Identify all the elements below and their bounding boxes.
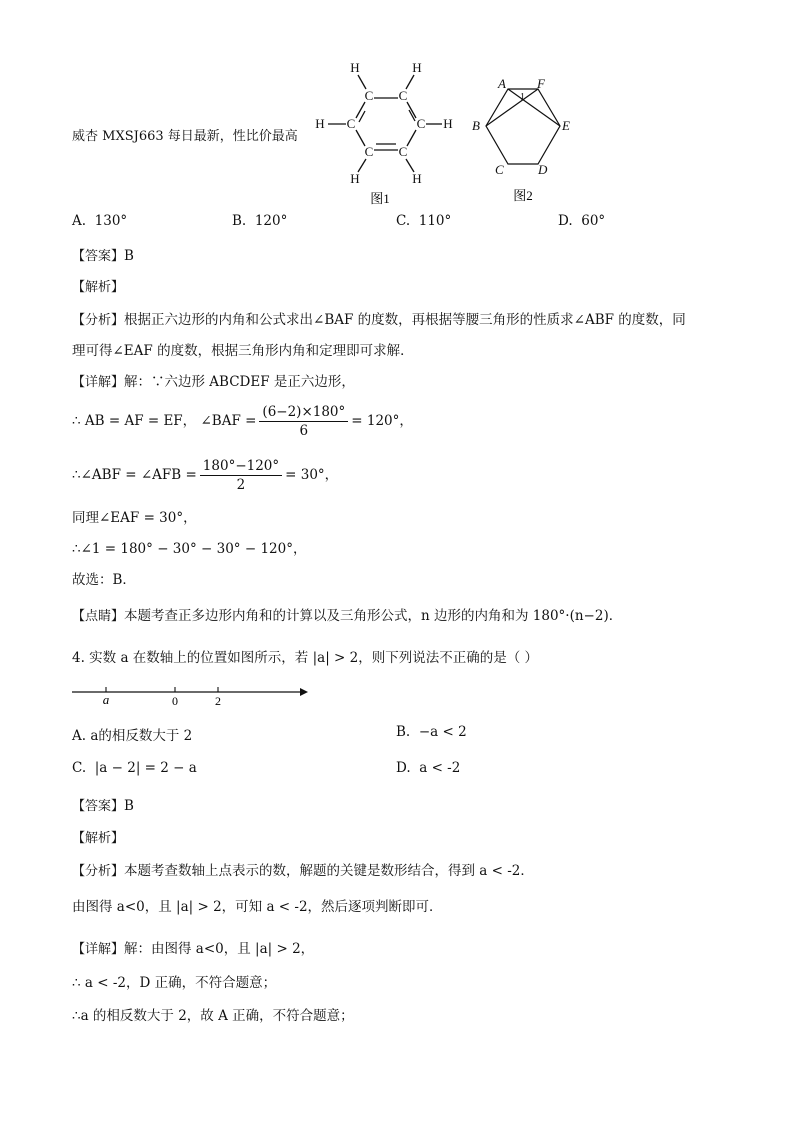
header-note: 威杏 MXSJ663 每日最新，性比价最高 — [72, 129, 298, 144]
q4-detail-line1: 【详解】解：由图得 a<0，且 |a| > 2， — [72, 941, 315, 957]
q3-analysis-tag: 【解析】 — [72, 280, 125, 295]
label-d: D — [538, 162, 548, 177]
atom-c: C — [416, 116, 426, 131]
q4-detail-line3: ∴a 的相反数大于 2，故 A 正确，不符合题意； — [72, 1008, 354, 1024]
label-f: F — [537, 76, 545, 91]
atom-c: C — [364, 88, 374, 103]
q4-fenxi: 【分析】本题考查数轴上点表示的数，解题的关键是数形结合，得到 a < -2． — [72, 863, 534, 879]
numberline-two: 2 — [215, 694, 221, 708]
atom-c: C — [364, 144, 374, 159]
label-b: B — [472, 118, 480, 133]
q3-option-c: C. 110° — [396, 213, 452, 229]
q3-equation-3: 同理∠EAF = 30°， — [72, 510, 197, 526]
q3-fenxi-line2: 理可得∠EAF 的度数，根据三角形内角和定理即可求解． — [72, 343, 414, 359]
q3-equation-2: ∴∠ABF = ∠AFB = $\frac{180^\circ-120^\circ}{2}$ = 30°， — [72, 458, 339, 493]
label-c: C — [495, 162, 504, 177]
q4-number-line — [68, 680, 313, 710]
figure2-hexagon — [468, 74, 578, 206]
q3-option-d: D. 60° — [558, 213, 606, 229]
atom-h: H — [350, 60, 360, 75]
q4-stem: 4. 实数 a 在数轴上的位置如图所示，若 |a| > 2，则下列说法不正确的是（ ） — [72, 650, 539, 666]
q4-answer: 【答案】B — [72, 798, 134, 814]
numberline-zero: 0 — [172, 694, 178, 708]
atom-h: H — [412, 171, 422, 186]
q3-detail-line1: 【详解】解：∵六边形 ABCDEF 是正六边形， — [72, 374, 355, 390]
numberline-a: a — [102, 692, 110, 707]
atom-h: H — [443, 116, 453, 131]
label-a: A — [498, 76, 506, 91]
q3-equation-1: ∴ AB = AF = EF， ∠BAF = $\frac{(6-2)\times 180^\circ}{6}$ = 120°， — [72, 404, 413, 439]
figure1-benzene — [308, 58, 460, 208]
figure1-caption: 图1 — [370, 191, 390, 206]
q4-line2: 由图得 a<0，且 |a| > 2，可知 a < -2，然后逐项判断即可． — [72, 899, 443, 915]
q3-option-a: A. 130° — [72, 213, 128, 229]
atom-h: H — [315, 116, 325, 131]
label-e: E — [562, 118, 570, 133]
atom-h: H — [350, 171, 360, 186]
q3-equation-4: ∴∠1 = 180° − 30° − 30° − 120°， — [72, 541, 307, 557]
q4-option-d: D. a < -2 — [396, 760, 461, 776]
q3-dianjing: 【点睛】本题考查正多边形内角和的计算以及三角形公式，n 边形的内角和为 180°·(n−2)． — [72, 608, 623, 624]
q3-fenxi-line1: 【分析】根据正六边形的内角和公式求出∠BAF 的度数，再根据等腰三角形的性质求∠ABF 的度数，同 — [72, 312, 686, 328]
q4-analysis-tag: 【解析】 — [72, 831, 125, 846]
label-angle-1: 1 — [520, 92, 525, 103]
q4-detail-line2: ∴ a < -2，D 正确，不符合题意； — [72, 975, 277, 991]
q4-option-b: B. −a < 2 — [396, 724, 467, 740]
q4-option-c: C. |a − 2| = 2 − a — [72, 760, 197, 776]
atom-c: C — [398, 144, 408, 159]
q3-option-b: B. 120° — [232, 213, 288, 229]
atom-c: C — [398, 88, 408, 103]
q3-answer: 【答案】B — [72, 248, 134, 264]
atom-c: C — [346, 116, 356, 131]
figure2-caption: 图2 — [513, 188, 533, 203]
q4-option-a: A. a的相反数大于 2 — [72, 728, 193, 744]
atom-h: H — [412, 60, 422, 75]
q3-choose: 故选：B． — [72, 572, 136, 588]
